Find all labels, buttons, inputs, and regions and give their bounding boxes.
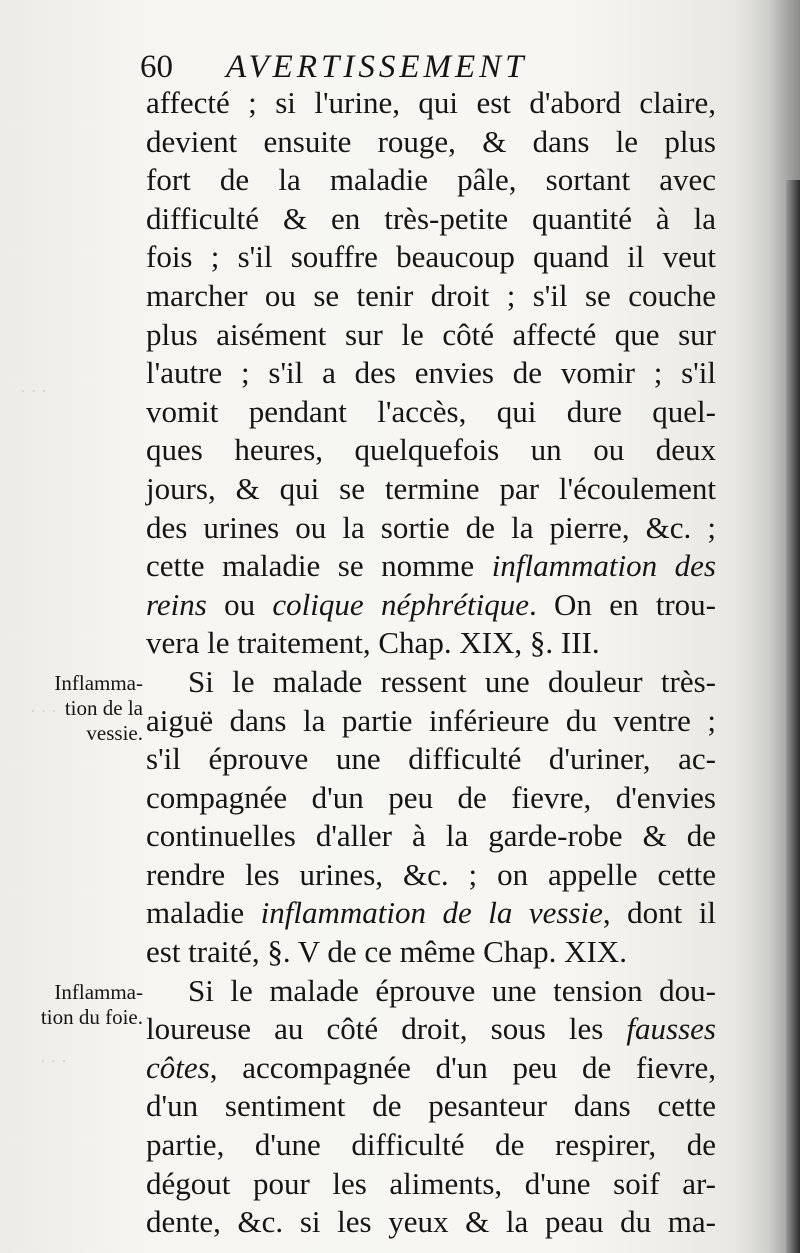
margin-note — [18, 980, 143, 1030]
margin-note-line: Inflamma- — [54, 979, 143, 1004]
text-line: continuelles d'aller à la garde-robe & de — [146, 818, 716, 854]
text-line: compagnée d'un peu de fievre, d'envies — [146, 779, 716, 815]
text-line: partie, d'une difficulté de respirer, de — [146, 1127, 716, 1163]
text-segment: ou — [206, 586, 273, 622]
text-line: aiguë dans la partie inférieure du ventre ; — [146, 702, 716, 738]
bleed-through-mark: · · · — [20, 381, 47, 401]
margin-note-line: Inflamma- — [54, 671, 143, 695]
page-edge — [786, 180, 800, 1253]
text-line: jours, & qui se termine par l'écoulement — [146, 470, 716, 506]
margin-note-line: tion du foie. — [40, 1004, 143, 1029]
text-line: fort de la maladie pâle, sortant avec — [146, 162, 716, 198]
italic-term: fausses — [626, 1011, 716, 1047]
italic-term: inflammation de la vessie — [260, 895, 603, 931]
margin-note-line: vessie. — [86, 721, 143, 745]
text-line: dente, &c. si les yeux & la peau du ma- — [146, 1204, 716, 1240]
text-line: marcher ou se tenir droit ; s'il se couche — [146, 277, 716, 313]
text-segment: , dont il — [602, 895, 716, 931]
text-line: vera le traitement, Chap. XIX, §. III. — [146, 625, 600, 661]
bleed-through-mark: · · · — [30, 701, 57, 721]
margin-note — [18, 671, 143, 746]
text-line: est traité, §. V de ce même Chap. XIX. — [146, 934, 627, 970]
bleed-through-mark: · · · — [40, 1051, 67, 1071]
text-line: Si le malade ressent une douleur très- — [188, 663, 716, 699]
text-segment: , accompagnée d'un peu de fievre, — [209, 1049, 716, 1085]
text-line: des urines ou la sortie de la pierre, &c. ; — [146, 509, 716, 545]
text-line: ques heures, quelquefois un ou deux — [146, 432, 716, 468]
text-line — [146, 547, 716, 586]
margin-note-line: tion de la — [64, 696, 143, 720]
text-segment: loureuse au côté droit, sous les — [146, 1011, 627, 1047]
text-segment: maladie — [146, 895, 261, 931]
text-segment: . On en trou- — [529, 586, 717, 622]
text-line: vomit pendant l'accès, qui dure quel- — [146, 393, 716, 429]
italic-term: colique néphrétique — [272, 586, 530, 622]
text-line — [146, 894, 716, 933]
text-line: d'un sentiment de pesanteur dans cette — [146, 1088, 716, 1124]
text-line: l'autre ; s'il a des envies de vomir ; s'il — [146, 355, 716, 391]
text-line: difficulté & en très-petite quantité à la — [146, 200, 716, 236]
text-line: dégout pour les aliments, d'une soif ar- — [146, 1165, 716, 1201]
italic-term: côtes — [146, 1049, 210, 1085]
text-line: Si le malade éprouve une tension dou- — [188, 972, 716, 1008]
text-line: fois ; s'il souffre beaucoup quand il veut — [146, 239, 716, 275]
italic-term: inflammation des — [491, 548, 716, 584]
italic-term: reins — [146, 586, 207, 622]
page-number: 60 — [140, 49, 173, 85]
text-line: s'il éprouve une difficulté d'uriner, ac- — [146, 741, 716, 777]
text-line — [146, 1010, 716, 1049]
text-line — [146, 1049, 716, 1088]
text-line — [146, 586, 716, 625]
text-line: rendre les urines, &c. ; on appelle cette — [146, 856, 716, 892]
running-title: AVERTISSEMENT — [226, 49, 528, 85]
body-text — [146, 84, 716, 1242]
text-line: devient ensuite rouge, & dans le plus — [146, 123, 716, 159]
text-line: plus aisément sur le côté affecté que sur — [146, 316, 716, 352]
text-segment: cette maladie se nomme — [146, 548, 492, 584]
text-line: affecté ; si l'urine, qui est d'abord claire, — [146, 85, 716, 120]
